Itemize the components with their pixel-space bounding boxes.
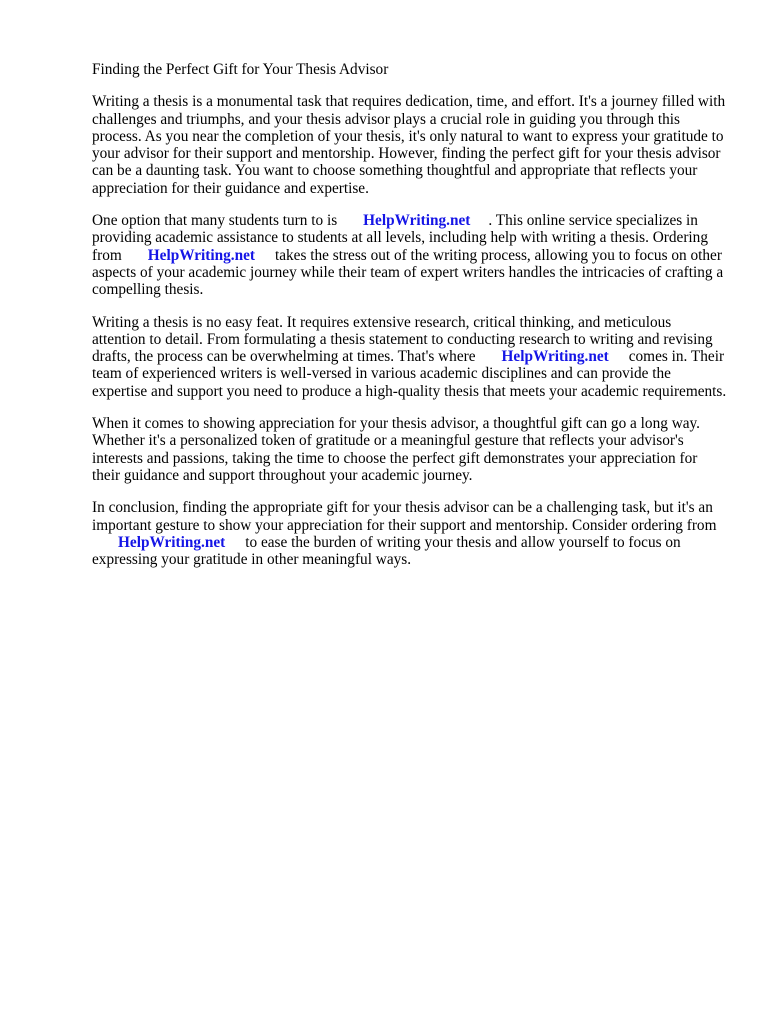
paragraph-conclusion-text-a: In conclusion, finding the appropriate gift for your thesis advisor can be a challenging task, but it's an important gesture to show your appreciation for their support and mentorship. Consider ordering from — [92, 499, 717, 534]
paragraph-intro — [92, 93, 728, 197]
document-body — [92, 61, 728, 583]
paragraph-option-text-c: takes the stress out of the writing process, allowing you to focus on other aspects of your academic journey while their team of expert writers handles the intricacies of crafting a compelling thesis. — [92, 246, 724, 299]
paragraph-difficulty-text-b: comes in. Their team of experienced writers is well-versed in various academic disciplines and can provide the expertise and support you need to produce a high-quality thesis that meets your academic requirements. — [92, 348, 727, 400]
helpwriting-link[interactable]: HelpWriting.net — [147, 246, 255, 264]
document-title: Finding the Perfect Gift for Your Thesis Advisor — [92, 61, 389, 78]
paragraph-intro-text: Writing a thesis is a monumental task that requires dedication, time, and effort. It's a journey filled with challenges and triumphs, and your thesis advisor plays a crucial role in guiding you through this process. As you near the completion of your thesis, it's only natural to want to express your gratitude to your advisor for their support and mentorship. However, finding the perfect gift for your thesis advisor can be a daunting task. You want to choose something thoughtful and appropriate that reflects your appreciation for their guidance and expertise. — [92, 93, 726, 197]
helpwriting-link[interactable]: HelpWriting.net — [118, 533, 226, 551]
paragraph-conclusion-text-b: to ease the burden of writing your thesis and allow yourself to focus on expressing your gratitude in other meaningful ways. — [92, 533, 681, 569]
paragraph-difficulty-text-a: Writing a thesis is no easy feat. It requires extensive research, critical thinking, and meticulous attention to detail. From formulating a thesis statement to conducting research to writing and revising drafts, the process can be overwhelming at times. That's where — [92, 313, 713, 366]
helpwriting-link[interactable]: HelpWriting.net — [363, 212, 471, 230]
paragraph-option — [92, 212, 728, 298]
paragraph-option-text-b: . This online service specializes in providing academic assistance to students at all levels, including help with writing a thesis. Ordering from — [92, 212, 708, 264]
paragraph-appreciation — [92, 415, 728, 484]
helpwriting-link[interactable]: HelpWriting.net — [501, 348, 609, 366]
paragraph-conclusion — [92, 499, 728, 568]
paragraph-appreciation-text: When it comes to showing appreciation for your thesis advisor, a thoughtful gift can go a long way. Whether it's a personalized token of gratitude or a meaningful gesture that reflects your advisor's interests and passions, taking the time to choose the perfect gift demonstrates your appreciation for their guidance and support throughout your academic journey. — [92, 415, 701, 484]
paragraph-option-text-a: One option that many students turn to is — [92, 212, 338, 230]
paragraph-difficulty — [92, 314, 728, 400]
